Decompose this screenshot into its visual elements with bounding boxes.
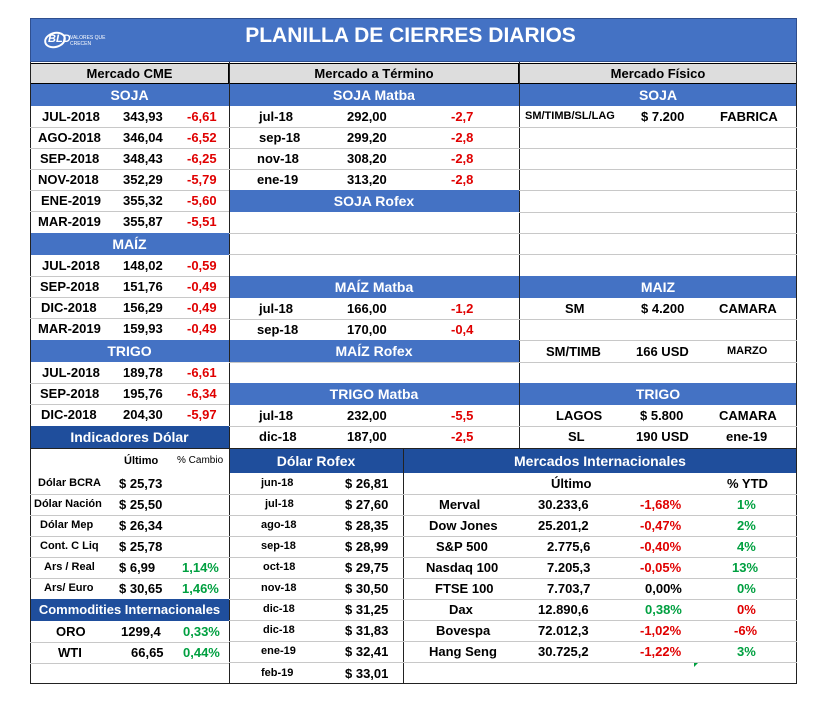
- cme-soja-chg: -5,79: [187, 172, 217, 187]
- soja-matba-row: [229, 148, 519, 169]
- cme-trigo-price: 189,78: [123, 365, 163, 380]
- intl-label: FTSE 100: [435, 581, 494, 596]
- cme-maiz-row: [30, 276, 229, 297]
- rofex-row: [229, 494, 403, 515]
- header-fisico: Mercado Físico: [519, 63, 797, 84]
- rofex-label: ago-18: [261, 519, 297, 531]
- cme-trigo-row: [30, 404, 229, 425]
- logo-brand: BLD: [48, 33, 71, 45]
- intl-ytd: 0%: [737, 581, 756, 596]
- dolar-label: Ars/ Euro: [44, 582, 94, 594]
- section-cme-soja: SOJA: [30, 84, 229, 106]
- dolar-value: $ 25,50: [119, 497, 163, 512]
- cme-maiz-price: 151,76: [123, 279, 163, 294]
- commodity-label: ORO: [56, 624, 86, 639]
- intl-ytd: 0%: [737, 602, 756, 617]
- rofex-row: [229, 557, 403, 578]
- intl-ytd: 13%: [732, 560, 759, 575]
- cme-soja-label: AGO-2018: [38, 130, 101, 145]
- cme-maiz-chg: -0,49: [187, 279, 217, 294]
- intl-value: 12.890,6: [538, 602, 589, 617]
- intl-header-row: [403, 473, 797, 494]
- rofex-row: [229, 515, 403, 536]
- cme-soja-label: NOV-2018: [38, 172, 99, 187]
- rofex-value: $ 31,83: [345, 623, 389, 638]
- dolar-row: [30, 578, 229, 599]
- cme-soja-row: [30, 211, 229, 232]
- intl-header-last: Último: [551, 476, 592, 491]
- cme-soja-row: [30, 127, 229, 148]
- commodity-value: 66,65: [131, 645, 164, 660]
- dolar-header-chg: % Cambio: [177, 455, 224, 466]
- cme-soja-price: 355,87: [123, 214, 163, 229]
- cme-soja-row: [30, 148, 229, 169]
- logo-tagline: VALORES QUE CRECEN: [70, 35, 106, 47]
- intl-row: [403, 494, 797, 515]
- rofex-label: jul-18: [265, 498, 294, 510]
- cme-maiz-row: [30, 255, 229, 276]
- trigo-matba-chg: -2,5: [451, 429, 474, 444]
- fisico-trigo-price: 190 USD: [636, 429, 689, 444]
- rofex-value: $ 31,25: [345, 602, 389, 617]
- cme-soja-label: ENE-2019: [41, 193, 101, 208]
- cme-maiz-chg: -0,49: [187, 300, 217, 315]
- cme-maiz-price: 156,29: [123, 300, 163, 315]
- intl-label: Hang Seng: [429, 644, 497, 659]
- rofex-value: $ 26,81: [345, 476, 389, 491]
- soja-matba-row: [229, 106, 519, 127]
- cme-soja-label: JUL-2018: [42, 109, 100, 124]
- intl-header-ytd: % YTD: [727, 476, 768, 491]
- intl-label: S&P 500: [436, 539, 488, 554]
- intl-ytd: 3%: [737, 644, 756, 659]
- trigo-matba-row: [229, 426, 519, 447]
- dolar-row: [30, 473, 229, 494]
- fisico-trigo-price: $ 5.800: [640, 408, 684, 423]
- maiz-matba-label: sep-18: [257, 322, 299, 337]
- intl-value: 72.012,3: [538, 623, 589, 638]
- rofex-row: [229, 578, 403, 599]
- commodity-chg: 0,44%: [183, 645, 220, 660]
- section-soja-rofex: SOJA Rofex: [229, 190, 519, 212]
- cme-soja-label: SEP-2018: [40, 151, 100, 166]
- fisico-maiz-ref: CAMARA: [719, 301, 777, 316]
- commodity-value: 1299,4: [121, 624, 161, 639]
- intl-label: Bovespa: [436, 623, 491, 638]
- intl-chg: -0,05%: [640, 560, 682, 575]
- intl-value: 30.233,6: [538, 497, 589, 512]
- intl-chg: -0,47%: [640, 518, 682, 533]
- intl-row: [403, 641, 797, 662]
- intl-row: [403, 536, 797, 557]
- rofex-value: $ 28,99: [345, 539, 389, 554]
- dolar-row: [30, 494, 229, 515]
- dolar-row: [30, 515, 229, 536]
- intl-row: [403, 578, 797, 599]
- fisico-soja-price: $ 7.200: [641, 109, 685, 124]
- dolar-label: Dólar Mep: [40, 519, 94, 531]
- intl-row: [403, 515, 797, 536]
- rofex-row: [229, 641, 403, 662]
- cme-trigo-chg: -6,34: [187, 386, 217, 401]
- maiz-matba-chg: -0,4: [451, 322, 474, 337]
- rofex-label: dic-18: [263, 603, 295, 615]
- trigo-matba-label: dic-18: [259, 429, 297, 444]
- commodity-label: WTI: [58, 645, 82, 660]
- cme-maiz-row: [30, 297, 229, 318]
- dolar-value: $ 26,34: [119, 518, 163, 533]
- dolar-label: Cont. C Liq: [40, 540, 99, 552]
- fisico-soja-place: SM/TIMB/SL/LAG: [525, 110, 615, 122]
- section-fisico-maiz: MAIZ: [519, 276, 797, 298]
- section-fisico-trigo: TRIGO: [519, 383, 797, 405]
- cme-soja-price: 346,04: [123, 130, 163, 145]
- cme-trigo-label: JUL-2018: [42, 365, 100, 380]
- soja-matba-label: ene-19: [257, 172, 299, 187]
- cme-trigo-row: [30, 362, 229, 383]
- dolar-label: Ars / Real: [44, 561, 95, 573]
- section-dolar-rofex: Dólar Rofex: [229, 449, 403, 473]
- cme-soja-price: 348,43: [123, 151, 163, 166]
- fisico-maiz-place: SM/TIMB: [546, 344, 601, 359]
- cme-soja-price: 343,93: [123, 109, 163, 124]
- cme-maiz-row: [30, 318, 229, 339]
- maiz-matba-price: 166,00: [347, 301, 387, 316]
- fisico-trigo-place: LAGOS: [556, 408, 603, 423]
- maiz-matba-row: [229, 319, 519, 340]
- cme-maiz-label: JUL-2018: [42, 258, 100, 273]
- intl-chg: -1,68%: [640, 497, 682, 512]
- cme-maiz-price: 159,93: [123, 321, 163, 336]
- dolar-label: Dólar BCRA: [38, 477, 101, 489]
- intl-row: [403, 599, 797, 620]
- cme-trigo-label: DIC-2018: [41, 407, 97, 422]
- soja-matba-chg: -2,8: [451, 130, 474, 145]
- fisico-maiz-row: [519, 298, 797, 319]
- maiz-matba-price: 170,00: [347, 322, 387, 337]
- rofex-value: $ 27,60: [345, 497, 389, 512]
- fisico-maiz-price: 166 USD: [636, 344, 689, 359]
- cme-trigo-price: 204,30: [123, 407, 163, 422]
- commodity-chg: 0,33%: [183, 624, 220, 639]
- intl-value: 25.201,2: [538, 518, 589, 533]
- intl-value: 30.725,2: [538, 644, 589, 659]
- section-cme-maiz: MAÍZ: [30, 233, 229, 255]
- trigo-matba-price: 232,00: [347, 408, 387, 423]
- maiz-matba-chg: -1,2: [451, 301, 474, 316]
- intl-chg: 0,00%: [645, 581, 682, 596]
- intl-value: 7.703,7: [547, 581, 591, 596]
- cme-soja-chg: -5,51: [187, 214, 217, 229]
- rofex-label: ene-19: [261, 645, 296, 657]
- fisico-trigo-row: [519, 426, 797, 447]
- dolar-chg: 1,46%: [182, 581, 219, 596]
- fisico-maiz-price: $ 4.200: [641, 301, 685, 316]
- intl-chg: -1,02%: [640, 623, 682, 638]
- intl-label: Dax: [449, 602, 473, 617]
- cme-trigo-label: SEP-2018: [40, 386, 100, 401]
- rofex-row: [229, 536, 403, 557]
- section-dolar: Indicadores Dólar: [30, 426, 229, 448]
- rofex-value: $ 30,50: [345, 581, 389, 596]
- rofex-label: feb-19: [261, 667, 294, 679]
- rofex-row: [229, 663, 403, 684]
- cme-maiz-label: SEP-2018: [40, 279, 100, 294]
- soja-matba-row: [229, 169, 519, 190]
- intl-ytd: 2%: [737, 518, 756, 533]
- trigo-matba-chg: -5,5: [451, 408, 474, 423]
- dolar-header-row: [30, 449, 229, 473]
- soja-matba-chg: -2,8: [451, 172, 474, 187]
- soja-matba-price: 292,00: [347, 109, 387, 124]
- cme-soja-row: [30, 169, 229, 190]
- cme-soja-chg: -6,61: [187, 109, 217, 124]
- rofex-label: nov-18: [261, 582, 297, 594]
- cme-soja-chg: -5,60: [187, 193, 217, 208]
- cme-soja-row: [30, 106, 229, 127]
- commodity-row: [30, 621, 229, 642]
- rofex-value: $ 29,75: [345, 560, 389, 575]
- intl-label: Merval: [439, 497, 481, 512]
- intl-value: 2.775,6: [547, 539, 591, 554]
- rofex-value: $ 28,35: [345, 518, 389, 533]
- dolar-value: $ 30,65: [119, 581, 163, 596]
- dolar-row: [30, 557, 229, 578]
- rofex-label: dic-18: [263, 624, 295, 636]
- rofex-label: jun-18: [261, 477, 294, 489]
- trigo-matba-row: [229, 405, 519, 426]
- fisico-soja-ref: FABRICA: [720, 109, 778, 124]
- intl-chg: -1,22%: [640, 644, 682, 659]
- cme-soja-price: 352,29: [123, 172, 163, 187]
- cme-trigo-chg: -5,97: [187, 407, 217, 422]
- rofex-row: [229, 473, 403, 494]
- section-soja-matba: SOJA Matba: [229, 84, 519, 106]
- soja-matba-label: sep-18: [259, 130, 301, 145]
- intl-row: [403, 620, 797, 641]
- header-cme: Mercado CME: [30, 63, 229, 84]
- section-cme-trigo: TRIGO: [30, 340, 229, 362]
- cme-maiz-label: DIC-2018: [41, 300, 97, 315]
- dolar-row: [30, 536, 229, 557]
- soja-matba-price: 308,20: [347, 151, 387, 166]
- trigo-matba-label: jul-18: [259, 408, 293, 423]
- soja-matba-chg: -2,7: [451, 109, 474, 124]
- maiz-matba-row: [229, 298, 519, 319]
- intl-ytd: -6%: [734, 623, 758, 638]
- page-title: PLANILLA DE CIERRES DIARIOS: [245, 24, 576, 47]
- intl-label: Dow Jones: [429, 518, 498, 533]
- soja-matba-label: jul-18: [259, 109, 293, 124]
- section-intl: Mercados Internacionales: [403, 449, 797, 473]
- soja-matba-price: 313,20: [347, 172, 387, 187]
- dolar-header-last: Último: [124, 455, 159, 467]
- section-trigo-matba: TRIGO Matba: [229, 383, 519, 405]
- section-maiz-rofex: MAÍZ Rofex: [229, 340, 519, 362]
- commodity-row: [30, 642, 229, 663]
- rofex-value: $ 33,01: [345, 666, 389, 681]
- intl-value: 7.205,3: [547, 560, 591, 575]
- cme-trigo-chg: -6,61: [187, 365, 217, 380]
- cme-trigo-price: 195,76: [123, 386, 163, 401]
- section-maiz-matba: MAÍZ Matba: [229, 276, 519, 298]
- cme-trigo-row: [30, 383, 229, 404]
- fisico-trigo-place: SL: [568, 429, 585, 444]
- intl-chg: -0,40%: [640, 539, 682, 554]
- soja-matba-row: [229, 127, 519, 148]
- dolar-chg: 1,14%: [182, 560, 219, 575]
- cme-soja-chg: -6,25: [187, 151, 217, 166]
- cme-soja-chg: -6,52: [187, 130, 217, 145]
- fisico-trigo-ref: CAMARA: [719, 408, 777, 423]
- soja-matba-label: nov-18: [257, 151, 299, 166]
- section-fisico-soja: SOJA: [519, 84, 797, 106]
- dolar-value: $ 6,99: [119, 560, 156, 575]
- soja-matba-chg: -2,8: [451, 151, 474, 166]
- intl-ytd: 1%: [737, 497, 756, 512]
- fisico-maiz-place: SM: [565, 301, 585, 316]
- cme-maiz-chg: -0,49: [187, 321, 217, 336]
- cme-maiz-price: 148,02: [123, 258, 163, 273]
- fisico-maiz-row: [519, 341, 797, 362]
- rofex-label: oct-18: [263, 561, 296, 573]
- fisico-soja-row: [519, 106, 797, 127]
- section-commodities: Commodities Internacionales: [30, 599, 229, 621]
- fisico-trigo-ref: ene-19: [726, 429, 768, 444]
- cme-soja-price: 355,32: [123, 193, 163, 208]
- dolar-value: $ 25,78: [119, 539, 163, 554]
- dolar-value: $ 25,73: [119, 476, 163, 491]
- cme-soja-label: MAR-2019: [38, 214, 101, 229]
- intl-ytd: 4%: [737, 539, 756, 554]
- rofex-label: sep-18: [261, 540, 296, 552]
- fisico-trigo-row: [519, 405, 797, 426]
- cme-maiz-chg: -0,59: [187, 258, 217, 273]
- dolar-label: Dólar Nación: [34, 498, 102, 510]
- soja-matba-price: 299,20: [347, 130, 387, 145]
- intl-row: [403, 557, 797, 578]
- rofex-value: $ 32,41: [345, 644, 389, 659]
- rofex-row: [229, 599, 403, 620]
- maiz-matba-label: jul-18: [259, 301, 293, 316]
- rofex-row: [229, 620, 403, 641]
- cme-soja-row: [30, 190, 229, 211]
- header-termino: Mercado a Término: [229, 63, 519, 84]
- trigo-matba-price: 187,00: [347, 429, 387, 444]
- intl-label: Nasdaq 100: [426, 560, 499, 575]
- cme-maiz-label: MAR-2019: [38, 321, 101, 336]
- fisico-maiz-ref: MARZO: [727, 345, 768, 357]
- intl-chg: 0,38%: [645, 602, 682, 617]
